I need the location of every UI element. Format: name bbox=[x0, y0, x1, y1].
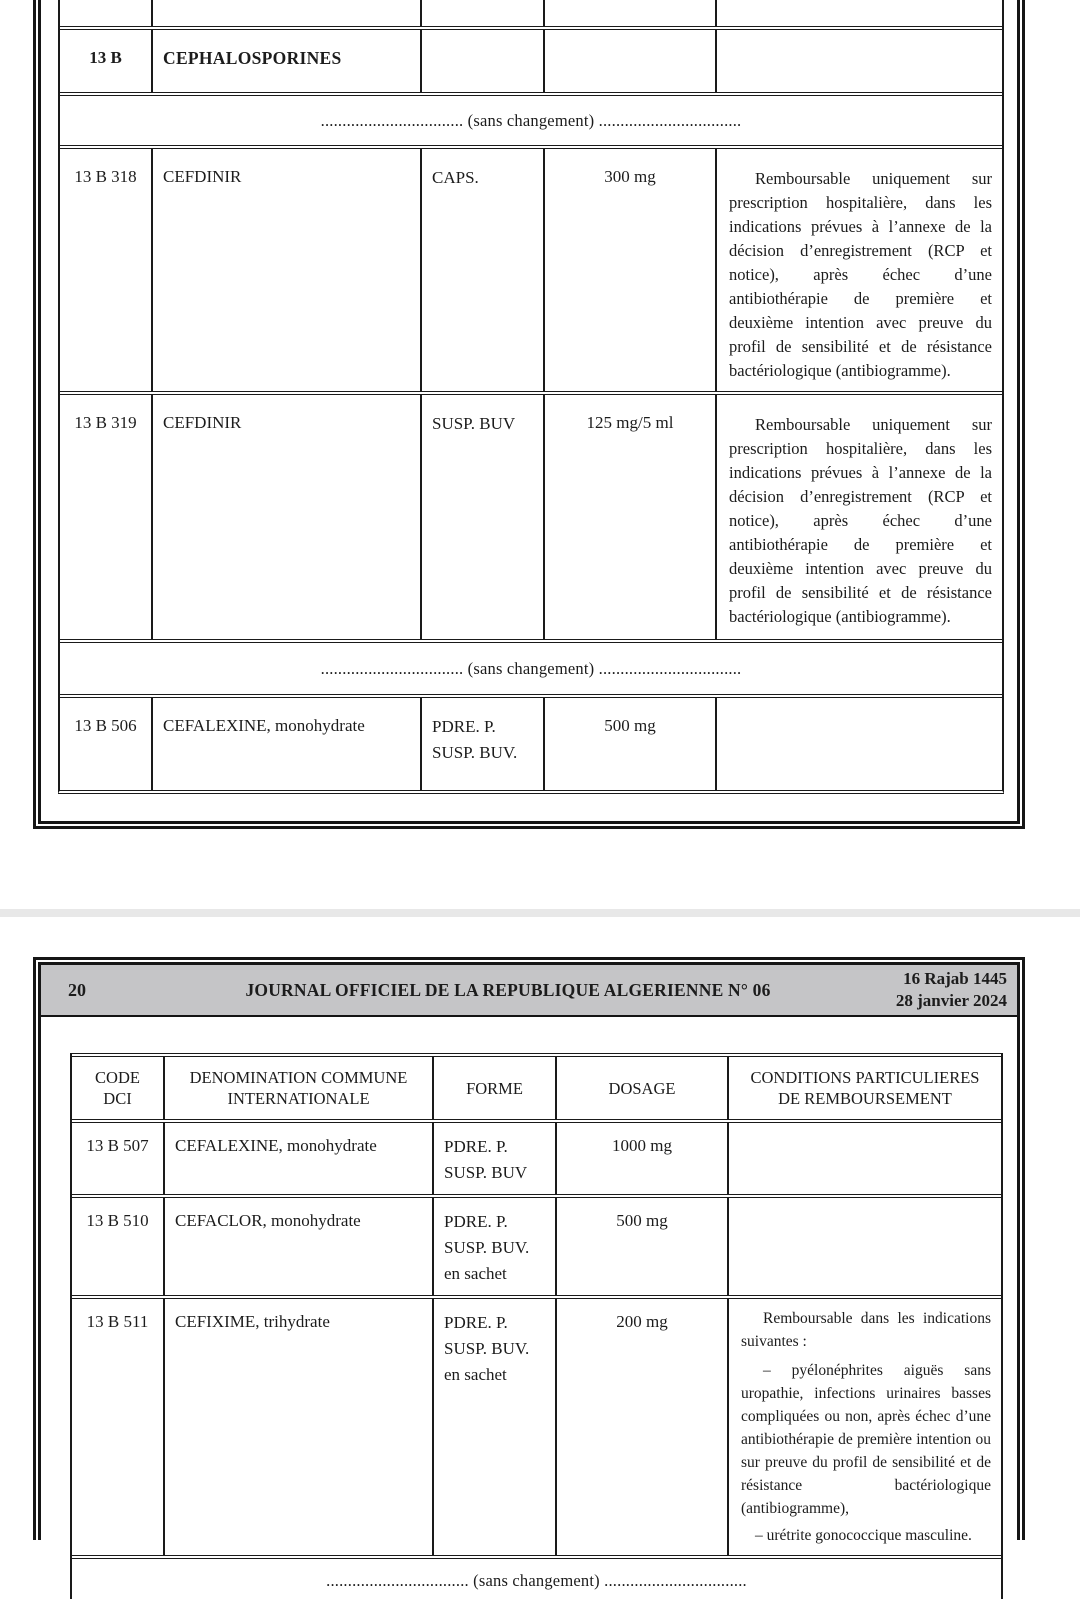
table-row-13B507 bbox=[72, 1119, 1001, 1194]
cell-name: CEFDINIR bbox=[151, 149, 420, 391]
header-line: CODE bbox=[95, 1068, 140, 1087]
form-line: SUSP. BUV bbox=[432, 414, 516, 433]
conditions-paragraph: Remboursable dans les indications suivantes : bbox=[741, 1310, 991, 1350]
sans-changement-text: ................................. (sans changement) ................................. bbox=[320, 110, 742, 130]
cell-name: CEFALEXINE, monohydrate bbox=[151, 698, 420, 790]
date-hijri: 16 Rajab 1445 bbox=[903, 969, 1007, 988]
cell-code: 13 B 506 bbox=[74, 716, 137, 735]
form-line: CAPS. bbox=[432, 168, 479, 187]
table-row-13B506 bbox=[60, 694, 1002, 790]
cell-form bbox=[420, 0, 543, 26]
sans-changement-row bbox=[60, 92, 1002, 145]
cell-dosage bbox=[543, 30, 715, 92]
form-line: PDRE. P. bbox=[432, 717, 496, 736]
cell-dosage: 500 mg bbox=[543, 698, 715, 790]
page-separator bbox=[0, 909, 1080, 917]
table-row-partial bbox=[60, 0, 1002, 26]
reimbursement-table-page1 bbox=[58, 0, 1004, 794]
cell-dosage: 200 mg bbox=[555, 1299, 727, 1555]
cell-conditions bbox=[715, 30, 1002, 92]
cell-conditions bbox=[727, 1123, 1001, 1194]
table-header-row bbox=[72, 1053, 1001, 1119]
conditions-paragraph: Remboursable uniquement sur prescription hospitalière, dans les indications prévues à l’annexe de la décision d’enregistrement (RCP et notice), après échec d’une antibiothérapie de première et deuxième intention avec preuve du profil de sensibilité et de résistance bactériologique (antibiogramme). bbox=[729, 169, 992, 380]
form-line: en sachet bbox=[444, 1365, 507, 1384]
page-number: 20 bbox=[68, 979, 86, 1000]
form-line: en sachet bbox=[444, 1264, 507, 1283]
table-row-13B319 bbox=[60, 391, 1002, 639]
journal-page-previous bbox=[33, 0, 1025, 829]
cell-form bbox=[432, 1198, 555, 1295]
conditions-paragraph: Remboursable uniquement sur prescription hospitalière, dans les indications prévues à l’annexe de la décision d’enregistrement (RCP et notice), après échec d’une antibiothérapie de première et deuxième intention avec preuve du profil de sensibilité et de résistance bactériologique (antibiogramme). bbox=[729, 415, 992, 626]
reimbursement-table-page2 bbox=[70, 1053, 1003, 1599]
header-line: DCI bbox=[103, 1089, 132, 1108]
header-line: DENOMINATION COMMUNE bbox=[189, 1068, 408, 1087]
cell-dosage: 1000 mg bbox=[555, 1123, 727, 1194]
header-line: INTERNATIONALE bbox=[227, 1089, 370, 1108]
form-line: PDRE. P. bbox=[444, 1212, 508, 1231]
header-denomination bbox=[163, 1057, 432, 1119]
header-line: DOSAGE bbox=[608, 1078, 676, 1098]
cell-form bbox=[420, 30, 543, 92]
header-conditions bbox=[727, 1057, 1001, 1119]
conditions-bullet: – urétrite gonococcique masculine. bbox=[755, 1527, 972, 1544]
section-name: CEPHALOSPORINES bbox=[151, 30, 420, 92]
cell-conditions bbox=[715, 698, 1002, 790]
cell-dosage: 300 mg bbox=[543, 149, 715, 391]
cell-code: 13 B 319 bbox=[74, 413, 137, 432]
header-dosage bbox=[555, 1057, 727, 1119]
table-row-13B510 bbox=[72, 1194, 1001, 1295]
form-line: SUSP. BUV. bbox=[432, 743, 518, 762]
sans-changement-row bbox=[72, 1555, 1001, 1599]
cell-name: CEFDINIR bbox=[151, 395, 420, 639]
conditions-bullet: – pyélonéphrites aiguës sans uropathie, infections urinaires basses compliquées ou non, après échec d’une antibiothérapie de première intention ou sur preuve du profil de sensibilité et de résistance bactériologique (antibiogramme), bbox=[741, 1362, 991, 1517]
cell-conditions bbox=[727, 1299, 1001, 1555]
cell-dosage: 500 mg bbox=[555, 1198, 727, 1295]
cell-name bbox=[151, 0, 420, 26]
cell-form bbox=[420, 395, 543, 639]
cell-code: 13 B 507 bbox=[86, 1136, 149, 1155]
cell-code: 13 B 511 bbox=[86, 1312, 149, 1331]
sans-changement-row bbox=[60, 639, 1002, 694]
cell-dosage bbox=[543, 0, 715, 26]
sans-changement-text: ................................. (sans changement) ................................. bbox=[326, 1571, 747, 1590]
journal-title: JOURNAL OFFICIEL DE LA REPUBLIQUE ALGERIENNE N° 06 bbox=[245, 979, 771, 1000]
cell-code: 13 B 318 bbox=[74, 167, 137, 186]
form-line: SUSP. BUV. bbox=[444, 1339, 530, 1358]
cell-name: CEFACLOR, monohydrate bbox=[163, 1198, 432, 1295]
table-row-section-13B bbox=[60, 26, 1002, 92]
form-line: PDRE. P. bbox=[444, 1137, 508, 1156]
form-line: SUSP. BUV bbox=[444, 1163, 528, 1182]
cell-conditions bbox=[727, 1198, 1001, 1295]
form-line: PDRE. P. bbox=[444, 1313, 508, 1332]
cell-form bbox=[432, 1123, 555, 1194]
cell-code bbox=[60, 0, 151, 26]
cell-conditions bbox=[715, 395, 1002, 639]
header-line: DE REMBOURSEMENT bbox=[778, 1089, 952, 1108]
cell-dosage: 125 mg/5 ml bbox=[543, 395, 715, 639]
cell-form bbox=[420, 149, 543, 391]
cell-conditions bbox=[715, 0, 1002, 26]
cell-conditions bbox=[715, 149, 1002, 391]
header-forme bbox=[432, 1057, 555, 1119]
table-row-13B511 bbox=[72, 1295, 1001, 1555]
header-line: FORME bbox=[466, 1078, 523, 1098]
table-row-13B318 bbox=[60, 145, 1002, 391]
section-code: 13 B bbox=[89, 48, 122, 67]
cell-code: 13 B 510 bbox=[86, 1211, 149, 1230]
sans-changement-text: ................................. (sans changement) ................................. bbox=[320, 658, 742, 678]
journal-masthead bbox=[41, 965, 1017, 1017]
cell-name: CEFIXIME, trihydrate bbox=[163, 1299, 432, 1555]
cell-name: CEFALEXINE, monohydrate bbox=[163, 1123, 432, 1194]
header-code-dci bbox=[72, 1057, 163, 1119]
journal-page-20 bbox=[33, 957, 1025, 1590]
issue-dates bbox=[845, 968, 1017, 1012]
form-line: SUSP. BUV. bbox=[444, 1238, 530, 1257]
header-line: CONDITIONS PARTICULIERES bbox=[750, 1068, 980, 1087]
cell-form bbox=[432, 1299, 555, 1555]
cell-form bbox=[420, 698, 543, 790]
date-gregorian: 28 janvier 2024 bbox=[895, 991, 1007, 1010]
